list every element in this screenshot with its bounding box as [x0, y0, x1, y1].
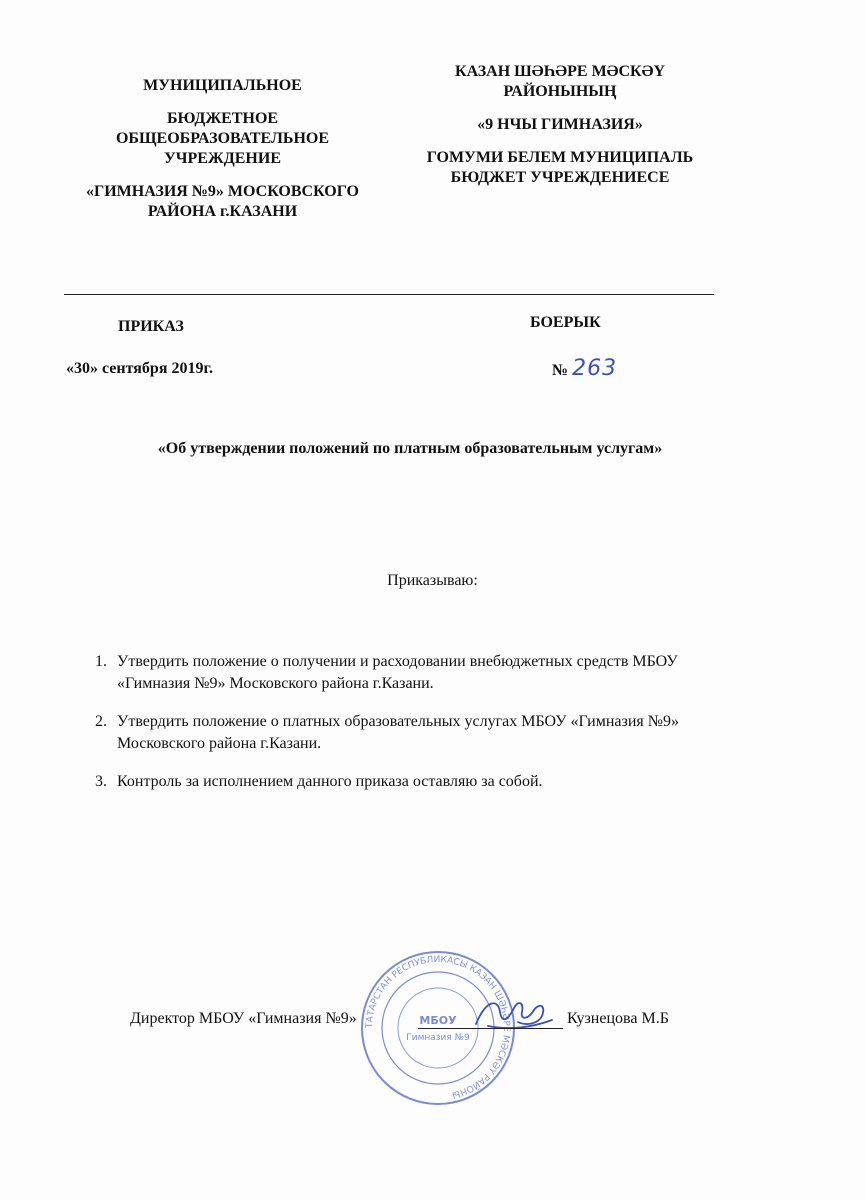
order-title-ru: ПРИКАЗ [118, 318, 184, 335]
list-item-number: 2. [95, 713, 107, 730]
order-items-list [95, 651, 715, 809]
stamp-center-text-1: МБОУ [419, 1014, 457, 1027]
handwritten-signature [468, 990, 558, 1040]
order-number [552, 356, 617, 381]
signatory-name: Кузнецова М.Б [567, 1010, 669, 1027]
header-right-line3: ГОМУМИ БЕЛЕМ МУНИЦИПАЛЬ БЮДЖЕТ УЧРЕЖДЕНИЕСЕ [426, 149, 694, 186]
stamp-outer-text: ТАТАРСТАН РЕСПУБЛИКАСЫ КАЗАН ШӘҺӘРЕ МӘСКӘҮ РАЙОНЫ [364, 954, 512, 1100]
header-left-ru [80, 76, 365, 235]
order-date: «30» сентября 2019г. [66, 360, 213, 377]
list-item [95, 771, 715, 793]
list-item [95, 651, 715, 695]
header-left-line2: БЮДЖЕТНОЕ ОБЩЕОБРАЗОВАТЕЛЬНОЕ УЧРЕЖДЕНИЕ [115, 110, 330, 167]
stamp-center-text-2: Гимназия №9 [406, 1033, 470, 1043]
order-title-tt: БОЕРЫК [530, 314, 601, 331]
header-left-line3: «ГИМНАЗИЯ №9» МОСКОВСКОГО РАЙОНА г.КАЗАНИ [86, 183, 359, 220]
order-number-handwritten: 263 [572, 356, 618, 381]
list-item [95, 711, 715, 755]
list-item-text: Контроль за исполнением данного приказа оставляю за собой. [117, 773, 543, 790]
header-left-line1: МУНИЦИПАЛЬНОЕ [143, 77, 302, 94]
header-right-tt [425, 62, 695, 201]
order-subject: «Об утверждении положений по платным образовательным услугам» [157, 440, 663, 457]
signatory-role: Директор МБОУ «Гимназия №9» [130, 1010, 357, 1027]
header-right-line1: КАЗАН ШӘҺӘРЕ МӘСКӘҮ РАЙОНЫНЫҢ [454, 63, 666, 100]
header-right-line2: «9 НЧЫ ГИМНАЗИЯ» [477, 116, 643, 133]
list-item-text: Утвердить положение о платных образовательных услугах МБОУ «Гимназия №9» Московского района г.Казани. [117, 713, 680, 752]
order-number-label: № [552, 362, 569, 379]
list-item-text: Утвердить положение о получении и расходовании внебюджетных средств МБОУ «Гимназия №9» Московского района г.Казани. [117, 653, 678, 692]
list-item-number: 3. [95, 773, 107, 790]
list-item-number: 1. [95, 653, 107, 670]
signature-line [418, 1028, 563, 1029]
order-directive: Приказываю: [387, 572, 478, 589]
header-divider [64, 294, 714, 295]
